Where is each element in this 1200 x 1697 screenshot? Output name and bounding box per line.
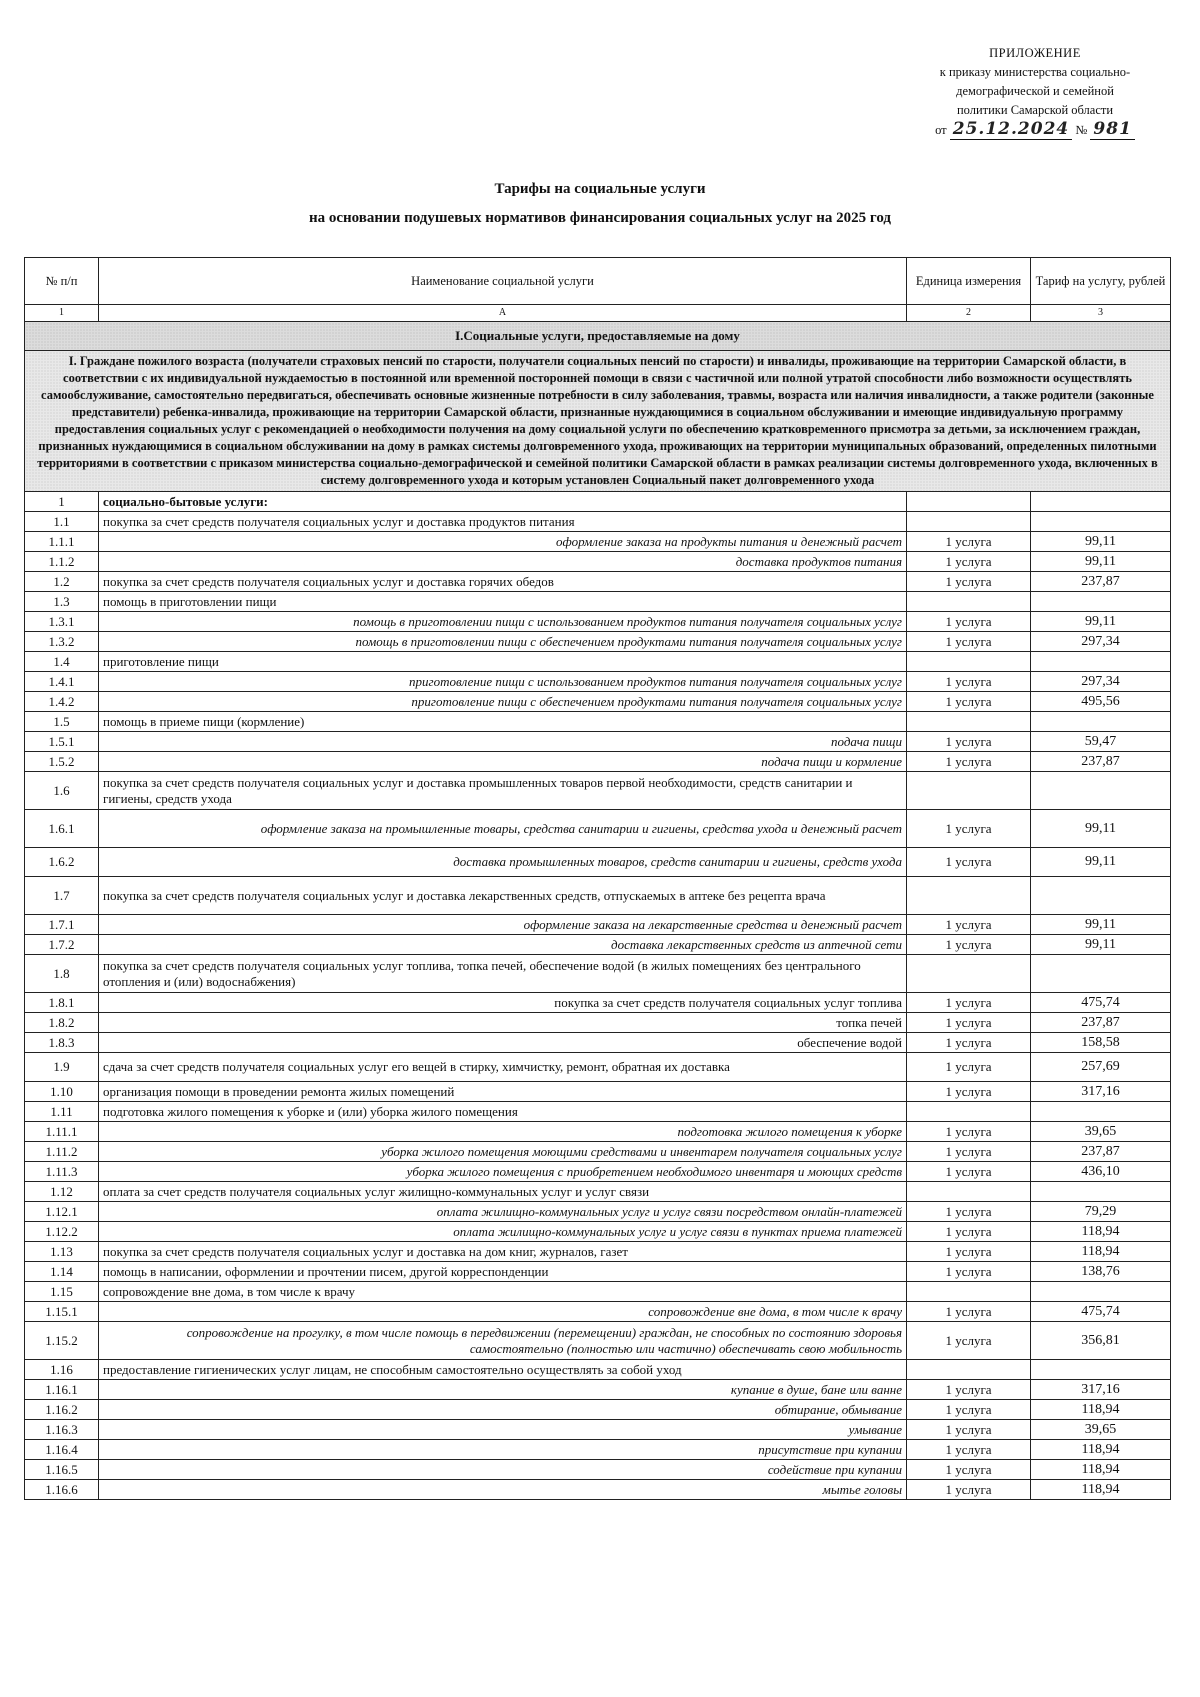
price-cell: 297,34 (1031, 632, 1171, 652)
service-name: покупка за счет средств получателя социальных услуг топлива, топка печей, обеспечение водой (в жилых помещениях без центрального отопления и (или) водоснабжения) (99, 955, 907, 993)
table-row (25, 612, 1171, 632)
price-cell: 99,11 (1031, 532, 1171, 552)
unit-cell (907, 512, 1031, 532)
table-row (25, 632, 1171, 652)
service-name: помощь в приготовлении пищи с использованием продуктов питания получателя социальных услуг (99, 612, 907, 632)
row-number: 1.3.2 (25, 632, 99, 652)
row-number: 1.4.2 (25, 692, 99, 712)
service-name: организация помощи в проведении ремонта жилых помещений (99, 1082, 907, 1102)
row-number: 1.16.6 (25, 1480, 99, 1500)
row-number: 1.16.1 (25, 1380, 99, 1400)
table-row (25, 1222, 1171, 1242)
row-number: 1.9 (25, 1053, 99, 1082)
row-number: 1.7.1 (25, 915, 99, 935)
service-name: уборка жилого помещения моющими средствами и инвентарем получателя социальных услуг (99, 1142, 907, 1162)
unit-cell: 1 услуга (907, 993, 1031, 1013)
section-title: I.Социальные услуги, предоставляемые на дому (25, 322, 1171, 351)
service-name: оформление заказа на промышленные товары, средства санитарии и гигиены, средства ухода и денежный расчет (99, 810, 907, 848)
service-name: оплата за счет средств получателя социальных услуг жилищно-коммунальных услуг и услуг связи (99, 1182, 907, 1202)
price-cell: 257,69 (1031, 1053, 1171, 1082)
row-number: 1.5.1 (25, 732, 99, 752)
row-number: 1.16.5 (25, 1460, 99, 1480)
row-number: 1.4.1 (25, 672, 99, 692)
unit-cell: 1 услуга (907, 532, 1031, 552)
index-cell: 3 (1031, 305, 1171, 322)
table-row (25, 1102, 1171, 1122)
row-number: 1.8.1 (25, 993, 99, 1013)
unit-cell: 1 услуга (907, 1480, 1031, 1500)
table-row (25, 652, 1171, 672)
index-cell: 1 (25, 305, 99, 322)
service-name: покупка за счет средств получателя социальных услуг топлива (99, 993, 907, 1013)
table-row (25, 1182, 1171, 1202)
service-name: социально-бытовые услуги: (99, 492, 907, 512)
row-number: 1.5.2 (25, 752, 99, 772)
service-name: подготовка жилого помещения к уборке (99, 1122, 907, 1142)
unit-cell (907, 955, 1031, 993)
table-row (25, 752, 1171, 772)
service-name: содействие при купании (99, 1460, 907, 1480)
service-name: предоставление гигиенических услуг лицам, не способным самостоятельно осуществлять за собой уход (99, 1360, 907, 1380)
row-number: 1.15 (25, 1282, 99, 1302)
row-number: 1.12 (25, 1182, 99, 1202)
service-name: оформление заказа на продукты питания и денежный расчет (99, 532, 907, 552)
service-name: мытье головы (99, 1480, 907, 1500)
service-name: доставка лекарственных средств из аптечной сети (99, 935, 907, 955)
price-cell: 99,11 (1031, 915, 1171, 935)
price-cell: 39,65 (1031, 1122, 1171, 1142)
unit-cell: 1 услуга (907, 612, 1031, 632)
row-number: 1.3 (25, 592, 99, 612)
price-cell: 237,87 (1031, 1013, 1171, 1033)
service-name: подача пищи (99, 732, 907, 752)
table-row (25, 672, 1171, 692)
unit-cell (907, 652, 1031, 672)
unit-cell (907, 1360, 1031, 1380)
price-cell: 118,94 (1031, 1460, 1171, 1480)
row-number: 1.16.3 (25, 1420, 99, 1440)
header-num: № п/п (25, 258, 99, 305)
row-number: 1.11.3 (25, 1162, 99, 1182)
price-cell (1031, 652, 1171, 672)
row-number: 1.8.3 (25, 1033, 99, 1053)
row-number: 1.1 (25, 512, 99, 532)
price-cell: 475,74 (1031, 993, 1171, 1013)
service-name: покупка за счет средств получателя социальных услуг и доставка горячих обедов (99, 572, 907, 592)
service-name: оформление заказа на лекарственные средства и денежный расчет (99, 915, 907, 935)
price-cell: 118,94 (1031, 1222, 1171, 1242)
row-number: 1.16 (25, 1360, 99, 1380)
unit-cell: 1 услуга (907, 1440, 1031, 1460)
price-cell (1031, 1182, 1171, 1202)
table-row (25, 532, 1171, 552)
header-unit: Единица измерения (907, 258, 1031, 305)
unit-cell: 1 услуга (907, 1202, 1031, 1222)
row-number: 1.4 (25, 652, 99, 672)
table-row (25, 1142, 1171, 1162)
unit-cell: 1 услуга (907, 1242, 1031, 1262)
price-cell: 99,11 (1031, 935, 1171, 955)
table-row (25, 1282, 1171, 1302)
service-name: помощь в приготовлении пищи (99, 592, 907, 612)
unit-cell: 1 услуга (907, 1142, 1031, 1162)
unit-cell: 1 услуга (907, 1222, 1031, 1242)
service-name: приготовление пищи (99, 652, 907, 672)
unit-cell: 1 услуга (907, 1380, 1031, 1400)
unit-cell: 1 услуга (907, 572, 1031, 592)
table-row (25, 592, 1171, 612)
row-number: 1.6.1 (25, 810, 99, 848)
appendix-date-line (910, 120, 1160, 140)
price-cell: 297,34 (1031, 672, 1171, 692)
price-cell: 118,94 (1031, 1242, 1171, 1262)
table-index-row (25, 305, 1171, 322)
unit-cell: 1 услуга (907, 552, 1031, 572)
table-row (25, 572, 1171, 592)
price-cell: 59,47 (1031, 732, 1171, 752)
table-row (25, 1202, 1171, 1222)
appendix-line: к приказу министерства социально- (939, 65, 1131, 79)
row-number: 1.5 (25, 712, 99, 732)
index-cell: А (99, 305, 907, 322)
price-cell: 79,29 (1031, 1202, 1171, 1222)
service-name: покупка за счет средств получателя социальных услуг и доставка лекарственных средств, отпускаемых в аптеке без рецепта врача (99, 877, 907, 915)
table-row (25, 1262, 1171, 1282)
unit-cell: 1 услуга (907, 692, 1031, 712)
service-name: приготовление пищи с использованием продуктов питания получателя социальных услуг (99, 672, 907, 692)
date-prefix: от (935, 123, 947, 137)
group-title: I. Граждане пожилого возраста (получатели страховых пенсий по старости, получатели социальных пенсий по старости) и инвалиды, проживающие на территории Самарской области, в соответствии с их индивидуальной нуждаемостью в постоянной или временной посторонней помощи в связи с частичной или полной утратой способности либо возможности осуществлять самообслуживание, самостоятельно передвигаться, обеспечивать основные жизненные потребности в силу заболевания, травмы, возраста или наличия инвалидности, а также родители (законные представители) ребенка-инвалида, проживающие на территории Самарской области, признанные нуждающимися в социальном обслуживании и имеющие индивидуальную программу предоставления социальных услуг с рекомендацией о необходимости получения на дому социальной услуги по обеспечению кратковременного присмотра за детьми, за исключением граждан, признанных нуждающимися в социальном обслуживании на дому в рамках системы долговременного ухода, проживающих на территории муниципальных образований, определенных пилотными территориями в соответствии с приказом министерства социально-демографической и семейной политики Самарской области в рамках реализации системы долговременного ухода, включенных в систему долговременного ухода и которым установлен Социальный пакет долговременного ухода (25, 351, 1171, 492)
unit-cell: 1 услуга (907, 1420, 1031, 1440)
tariff-table (24, 257, 1171, 1500)
table-row (25, 1440, 1171, 1460)
service-name: помощь в приеме пищи (кормление) (99, 712, 907, 732)
price-cell: 99,11 (1031, 848, 1171, 877)
row-number: 1.7.2 (25, 935, 99, 955)
price-cell: 99,11 (1031, 612, 1171, 632)
service-name: оплата жилищно-коммунальных услуг и услуг связи посредством онлайн-платежей (99, 1202, 907, 1222)
price-cell (1031, 877, 1171, 915)
unit-cell (907, 1182, 1031, 1202)
table-row (25, 1360, 1171, 1380)
appendix-heading: ПРИЛОЖЕНИЕ (989, 46, 1081, 60)
service-name: помощь в приготовлении пищи с обеспечением продуктами питания получателя социальных услуг (99, 632, 907, 652)
row-number: 1.15.2 (25, 1322, 99, 1360)
price-cell (1031, 772, 1171, 810)
price-cell: 237,87 (1031, 1142, 1171, 1162)
row-number: 1.11.2 (25, 1142, 99, 1162)
service-name: приготовление пищи с обеспечением продуктами питания получателя социальных услуг (99, 692, 907, 712)
unit-cell: 1 услуга (907, 848, 1031, 877)
row-number: 1.14 (25, 1262, 99, 1282)
table-row (25, 552, 1171, 572)
service-name: доставка промышленных товаров, средств санитарии и гигиены, средств ухода (99, 848, 907, 877)
table-row (25, 810, 1171, 848)
table-row (25, 1013, 1171, 1033)
table-row (25, 1122, 1171, 1142)
row-number: 1.8 (25, 955, 99, 993)
unit-cell: 1 услуга (907, 752, 1031, 772)
service-name: присутствие при купании (99, 1440, 907, 1460)
price-cell: 118,94 (1031, 1400, 1171, 1420)
price-cell: 475,74 (1031, 1302, 1171, 1322)
table-row (25, 1480, 1171, 1500)
service-name: купание в душе, бане или ванне (99, 1380, 907, 1400)
document-subtitle: на основании подушевых нормативов финансирования социальных услуг на 2025 год (308, 210, 891, 226)
unit-cell: 1 услуга (907, 672, 1031, 692)
row-number: 1.1.1 (25, 532, 99, 552)
unit-cell: 1 услуга (907, 1162, 1031, 1182)
group-row (25, 351, 1171, 492)
service-name: оплата жилищно-коммунальных услуг и услуг связи в пунктах приема платежей (99, 1222, 907, 1242)
service-name: доставка продуктов питания (99, 552, 907, 572)
price-cell (1031, 1102, 1171, 1122)
index-cell: 2 (907, 305, 1031, 322)
price-cell: 356,81 (1031, 1322, 1171, 1360)
document-title: Тарифы на социальные услуги (494, 181, 706, 197)
table-header-row (25, 258, 1171, 305)
unit-cell (907, 492, 1031, 512)
price-cell: 317,16 (1031, 1380, 1171, 1400)
service-name: подача пищи и кормление (99, 752, 907, 772)
unit-cell: 1 услуга (907, 915, 1031, 935)
table-row (25, 1242, 1171, 1262)
table-row (25, 877, 1171, 915)
price-cell: 39,65 (1031, 1420, 1171, 1440)
service-name: топка печей (99, 1013, 907, 1033)
unit-cell (907, 772, 1031, 810)
service-name: покупка за счет средств получателя социальных услуг и доставка на дом книг, журналов, газет (99, 1242, 907, 1262)
unit-cell (907, 712, 1031, 732)
unit-cell (907, 592, 1031, 612)
price-cell: 237,87 (1031, 752, 1171, 772)
service-name: обеспечение водой (99, 1033, 907, 1053)
table-row (25, 1082, 1171, 1102)
service-name: покупка за счет средств получателя социальных услуг и доставка продуктов питания (99, 512, 907, 532)
table-row (25, 1162, 1171, 1182)
unit-cell (907, 1102, 1031, 1122)
number-prefix: № (1075, 123, 1088, 137)
unit-cell: 1 услуга (907, 1053, 1031, 1082)
unit-cell: 1 услуга (907, 1400, 1031, 1420)
table-row (25, 1400, 1171, 1420)
price-cell (1031, 712, 1171, 732)
table-row (25, 993, 1171, 1013)
unit-cell: 1 услуга (907, 1013, 1031, 1033)
service-name: сопровождение вне дома, в том числе к врачу (99, 1282, 907, 1302)
price-cell (1031, 1360, 1171, 1380)
row-number: 1.10 (25, 1082, 99, 1102)
handwritten-number: 981 (1090, 119, 1135, 140)
table-body (25, 322, 1171, 1500)
unit-cell: 1 услуга (907, 1082, 1031, 1102)
header-price: Тариф на услугу, рублей (1031, 258, 1171, 305)
row-number: 1 (25, 492, 99, 512)
table-row (25, 712, 1171, 732)
appendix-block (910, 44, 1160, 140)
row-number: 1.6.2 (25, 848, 99, 877)
unit-cell: 1 услуга (907, 1033, 1031, 1053)
table-row (25, 915, 1171, 935)
appendix-line: политики Самарской области (956, 103, 1114, 117)
unit-cell: 1 услуга (907, 810, 1031, 848)
row-number: 1.16.4 (25, 1440, 99, 1460)
price-cell: 99,11 (1031, 552, 1171, 572)
unit-cell: 1 услуга (907, 1460, 1031, 1480)
price-cell (1031, 512, 1171, 532)
price-cell: 118,94 (1031, 1440, 1171, 1460)
service-name: помощь в написании, оформлении и прочтении писем, другой корреспонденции (99, 1262, 907, 1282)
price-cell: 158,58 (1031, 1033, 1171, 1053)
table-row (25, 772, 1171, 810)
row-number: 1.1.2 (25, 552, 99, 572)
unit-cell: 1 услуга (907, 1122, 1031, 1142)
price-cell (1031, 492, 1171, 512)
price-cell: 118,94 (1031, 1480, 1171, 1500)
table-row (25, 1033, 1171, 1053)
unit-cell: 1 услуга (907, 1322, 1031, 1360)
price-cell: 436,10 (1031, 1162, 1171, 1182)
unit-cell: 1 услуга (907, 1302, 1031, 1322)
table-row (25, 848, 1171, 877)
price-cell: 138,76 (1031, 1262, 1171, 1282)
unit-cell: 1 услуга (907, 1262, 1031, 1282)
table-row (25, 1302, 1171, 1322)
table-row (25, 1460, 1171, 1480)
row-number: 1.11.1 (25, 1122, 99, 1142)
table-row (25, 732, 1171, 752)
price-cell: 317,16 (1031, 1082, 1171, 1102)
row-number: 1.15.1 (25, 1302, 99, 1322)
table-row (25, 1053, 1171, 1082)
price-cell (1031, 955, 1171, 993)
row-number: 1.7 (25, 877, 99, 915)
service-name: сопровождение на прогулку, в том числе помощь в передвижении (перемещении) граждан, не способных по состоянию здоровья самостоятельно (полностью или частично) обеспечивать свою мобильность (99, 1322, 907, 1360)
unit-cell (907, 877, 1031, 915)
service-name: умывание (99, 1420, 907, 1440)
row-number: 1.6 (25, 772, 99, 810)
handwritten-date: 25.12.2024 (950, 119, 1072, 140)
table-row (25, 935, 1171, 955)
unit-cell (907, 1282, 1031, 1302)
price-cell (1031, 1282, 1171, 1302)
row-number: 1.13 (25, 1242, 99, 1262)
service-name: покупка за счет средств получателя социальных услуг и доставка промышленных товаров первой необходимости, средств санитарии и гигиены, средств ухода (99, 772, 907, 810)
table-row (25, 492, 1171, 512)
service-name: обтирание, обмывание (99, 1400, 907, 1420)
row-number: 1.3.1 (25, 612, 99, 632)
unit-cell: 1 услуга (907, 732, 1031, 752)
table-row (25, 1420, 1171, 1440)
price-cell: 237,87 (1031, 572, 1171, 592)
table-row (25, 512, 1171, 532)
unit-cell: 1 услуга (907, 632, 1031, 652)
row-number: 1.2 (25, 572, 99, 592)
table-row (25, 955, 1171, 993)
row-number: 1.11 (25, 1102, 99, 1122)
table-row (25, 1322, 1171, 1360)
price-cell: 99,11 (1031, 810, 1171, 848)
table-row (25, 692, 1171, 712)
row-number: 1.12.2 (25, 1222, 99, 1242)
row-number: 1.8.2 (25, 1013, 99, 1033)
price-cell (1031, 592, 1171, 612)
service-name: уборка жилого помещения с приобретением необходимого инвентаря и моющих средств (99, 1162, 907, 1182)
service-name: сдача за счет средств получателя социальных услуг его вещей в стирку, химчистку, ремонт, обратная их доставка (99, 1053, 907, 1082)
header-name: Наименование социальной услуги (99, 258, 907, 305)
service-name: сопровождение вне дома, в том числе к врачу (99, 1302, 907, 1322)
table-row (25, 1380, 1171, 1400)
appendix-line: демографической и семейной (956, 84, 1114, 98)
unit-cell: 1 услуга (907, 935, 1031, 955)
price-cell: 495,56 (1031, 692, 1171, 712)
service-name: подготовка жилого помещения к уборке и (или) уборка жилого помещения (99, 1102, 907, 1122)
row-number: 1.16.2 (25, 1400, 99, 1420)
row-number: 1.12.1 (25, 1202, 99, 1222)
section-row (25, 322, 1171, 351)
